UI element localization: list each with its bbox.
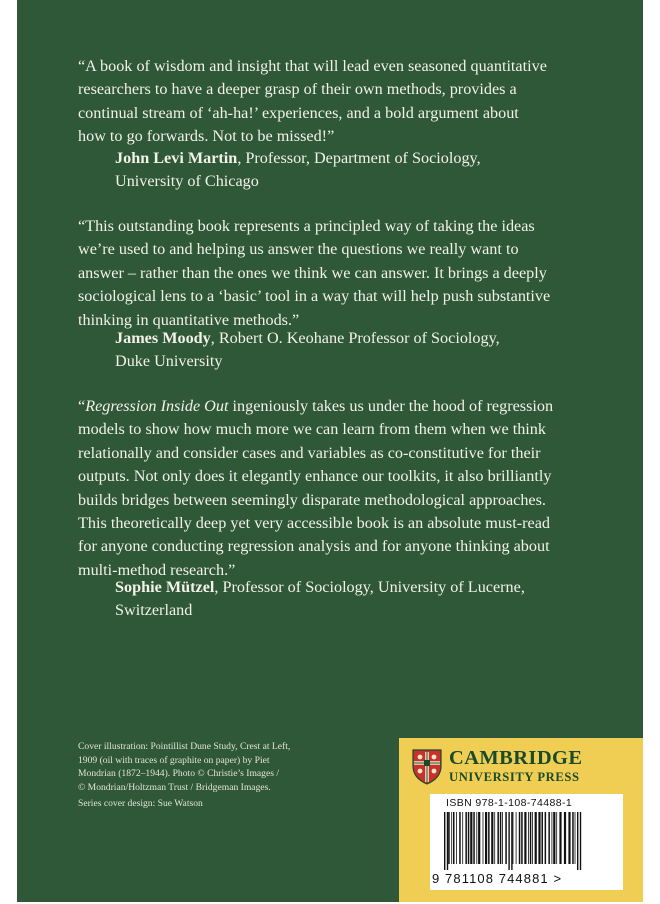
endorsement-quote-2: “This outstanding book represents a principled way of taking the ideas we’re used to and helping us answer the questions we really want to answer – rather than the ones we think we can answer. It brings a deeply sociological lens to a ‘basic’ tool in a way that will help push substantive thinking in quantitative methods.”	[78, 217, 551, 329]
endorser-name: John Levi Martin	[115, 149, 238, 167]
publisher-name: CAMBRIDGE UNIVERSITY PRESS	[449, 747, 583, 784]
endorsement-quote-3: “Regression Inside Out ingeniously takes us under the hood of regression models to show how much more we can learn from them when we think relationally and consider cases and variables as co-constitutive for their outputs. Not only does it elegantly enhance our toolkits, it also brilliantly builds bridges between seemingly disparate methodological approaches. This theoretically deep yet very accessible book is an absolute must-read for anyone conducting regression analysis and for anyone thinking about multi-method research.”	[78, 397, 554, 579]
barcode-digits: 9 781108 744881 >	[432, 871, 563, 886]
publisher-logo	[412, 747, 632, 787]
endorsement-attribution-2: James Moody, Robert O. Keohane Professor of Sociology, Duke University	[115, 329, 500, 371]
barcode-bars	[444, 812, 612, 870]
book-title: Regression Inside Out	[85, 397, 229, 415]
cover-credits: Cover illustration: Pointillist Dune Study, Crest at Left, 1909 (oil with traces of graphite on paper) by Piet Mondrian (1872–1944). Photo © Christie’s Images / © Mondrian/Holtzman Trust / Bridgeman Images. Series cover design: Sue Watson	[78, 740, 348, 811]
back-cover	[17, 0, 643, 902]
endorsement-attribution-3: Sophie Mützel, Professor of Sociology, University of Lucerne, Switzerland	[115, 578, 525, 620]
series-design-credit: Series cover design: Sue Watson	[78, 798, 203, 810]
endorser-name: James Moody	[115, 329, 211, 347]
isbn-label: ISBN 978-1-108-74488-1	[446, 797, 573, 809]
publisher-panel	[399, 738, 643, 902]
cambridge-crest-icon	[412, 749, 442, 785]
endorsement-quote-1: “A book of wisdom and insight that will lead even seasoned quantitative researchers to have a deeper grasp of their own methods, provides a continual stream of ‘ah-ha!’ experiences, and a bold argument about how to go forwards. Not to be missed!”	[78, 57, 547, 146]
isbn-barcode	[430, 794, 623, 890]
endorsement-attribution-1: John Levi Martin, Professor, Department of Sociology, University of Chicago	[115, 149, 481, 191]
endorser-name: Sophie Mützel	[115, 578, 215, 596]
